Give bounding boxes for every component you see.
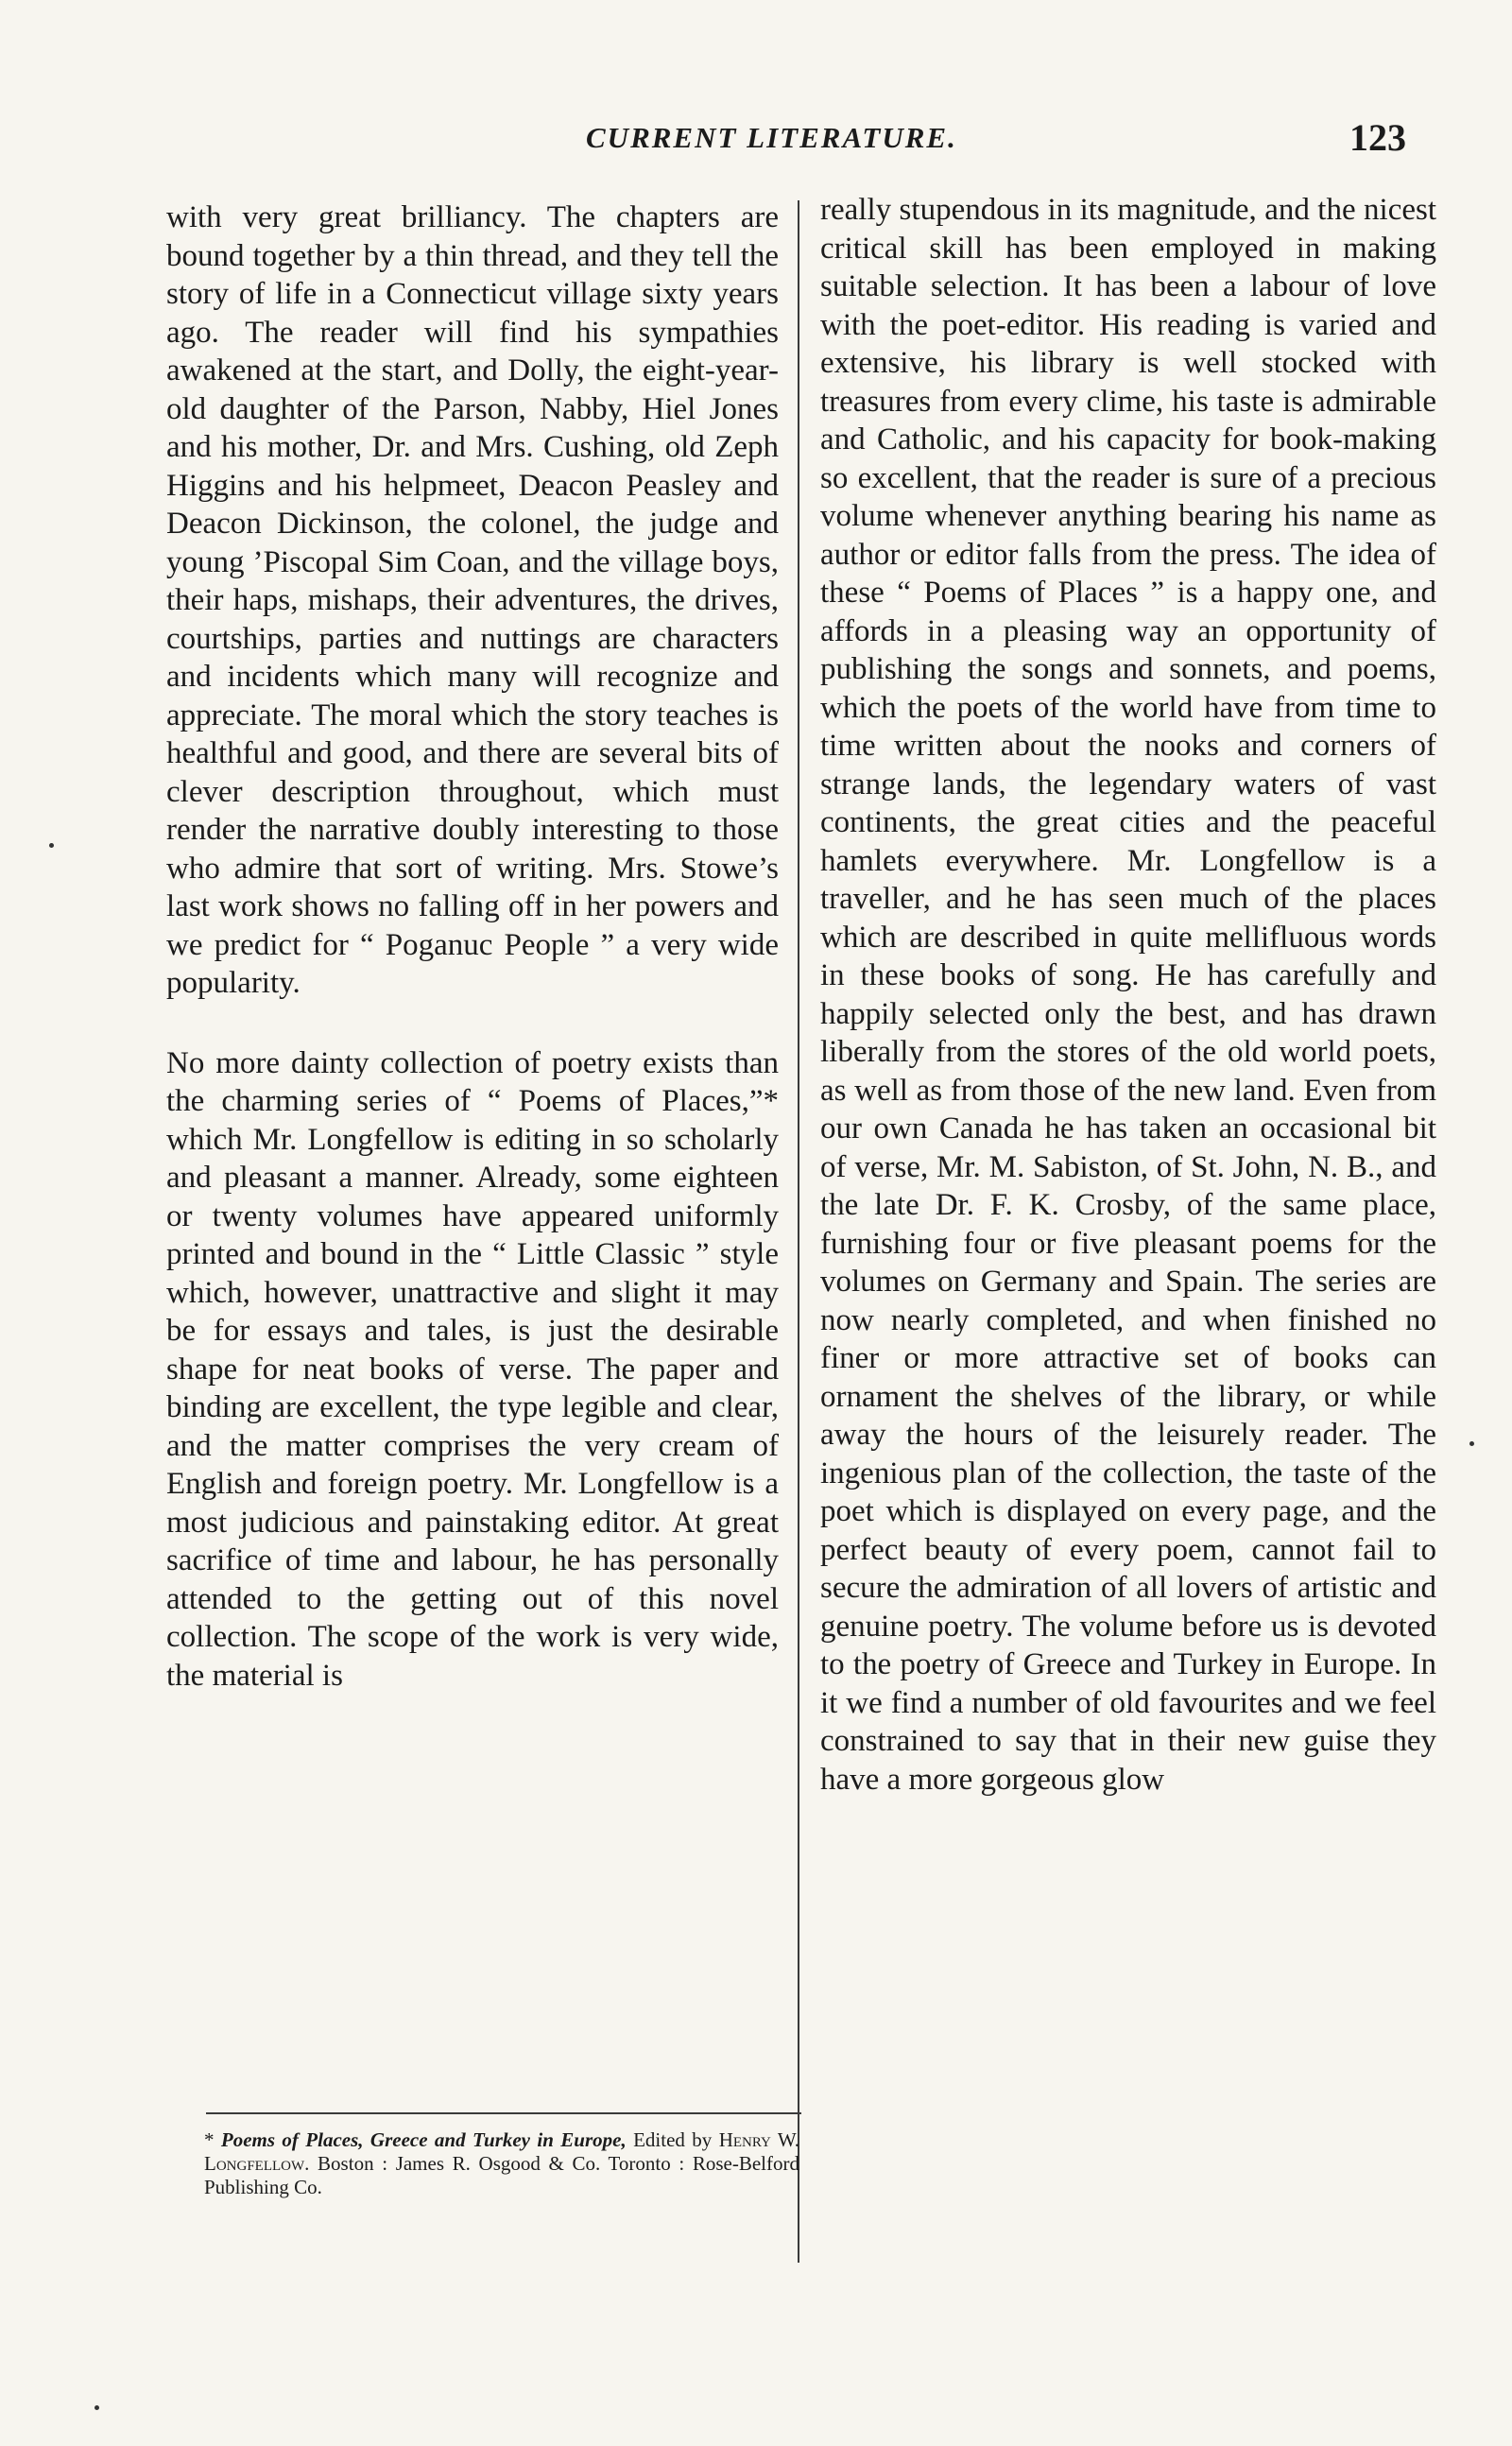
footnote-divider: [206, 2112, 801, 2114]
page-number: 123: [1349, 116, 1406, 159]
ink-speck: [49, 843, 54, 848]
footnote-publishers: Boston : James R. Osgood & Co. Toronto : Rose-Belford Publishing Co.: [204, 2152, 799, 2198]
column-divider: [798, 200, 799, 2263]
footnote-marker: *: [204, 2128, 221, 2151]
right-paragraph-1: really stupendous in its magnitude, and the nicest critical skill has been employed in making suitable selection. It has been a labour of love with the poet-editor. His reading is varied and extensive, his library is well stocked with treasures from every clime, his taste is admirable and Catholic, and his capacity for book-making so excellent, that the reader is sure of a precious volume whenever anything bearing his name as author or editor falls from the press. The idea of these “ Poems of Places ” is a happy one, and affords in a pleasing way an opportunity of publishing the songs and sonnets, and poems, which the poets of the world have from time to time written about the nooks and corners of strange lands, the legendary waters of vast continents, the great cities and the peaceful hamlets everywhere. Mr. Longfellow is a traveller, and he has seen much of the places which are described in quite mellifluous words in these books of song. He has carefully and happily selected only the best, and has drawn liberally from the stores of the old world poets, as well as from those of the new land. Even from our own Canada he has taken an occasional bit of verse, Mr. M. Sabiston, of St. John, N. B., and the late Dr. F. K. Crosby, of the same place, furnishing four or five pleasant poems for the volumes on Germany and Spain. The series are now nearly completed, and when finished no finer or more attractive set of books can ornament the shelves of the library, or while away the hours of the leisurely reader. The ingenious plan of the collection, the taste of the poet which is displayed on every page, and the perfect beauty of every poem, cannot fail to secure the admiration of all lovers of artistic and genuine poetry. The volume before us is devoted to the poetry of Greece and Turkey in Europe. In it we find a number of old favourites and we feel constrained to say that in their new guise they have a more gorgeous glow: [820, 193, 1436, 1797]
running-head: CURRENT LITERATURE.: [586, 121, 957, 154]
footnote-edited-by: Edited by: [626, 2128, 719, 2151]
right-column: [820, 191, 1436, 1799]
footnote-title: Poems of Places, Greece and Turkey in Europe,: [220, 2128, 627, 2151]
left-paragraph-1: with very great brilliancy. The chapters are bound together by a thin thread, and they tell the story of life in a Connecticut village sixty years ago. The reader will find his sympathies awakened at the start, and Dolly, the eight-year-old daughter of the Parson, Nabby, Hiel Jones and his mother, Dr. and Mrs. Cushing, old Zeph Higgins and his helpmeet, Deacon Peasley and Deacon Dickinson, the colonel, the judge and young ’Piscopal Sim Coan, and the village boys, their haps, mishaps, their adventures, the drives, courtships, parties and nuttings are characters and incidents which many will recognize and appreciate. The moral which the story teaches is healthful and good, and there are several bits of clever description throughout, which must render the narrative doubly interesting to those who admire that sort of writing. Mrs. Stowe’s last work shows no falling off in her powers and we predict for “ Poganuc People ” a very wide popularity.: [166, 200, 779, 1000]
ink-speck: [1469, 1441, 1474, 1446]
footnote: [204, 2128, 799, 2199]
left-paragraph-2: No more dainty collection of poetry exists than the charming series of “ Poems of Places,”* which Mr. Longfellow is editing in so scholarly and pleasant a manner. Already, some eighteen or twenty volumes have appeared uniformly printed and bound in the “ Little Classic ” style which, however, unattractive and slight it may be for essays and tales, is just the desirable shape for neat books of verse. The paper and binding are excellent, the type legible and clear, and the matter comprises the very cream of English and foreign poetry. Mr. Longfellow is a most judicious and painstaking editor. At great sacrifice of time and labour, he has personally attended to the getting out of this novel collection. The scope of the work is very wide, the material is: [166, 1045, 779, 1693]
footnote-editor: Henry W. Longfellow.: [204, 2128, 800, 2175]
ink-speck: [94, 2405, 99, 2410]
left-column: [166, 198, 779, 1695]
